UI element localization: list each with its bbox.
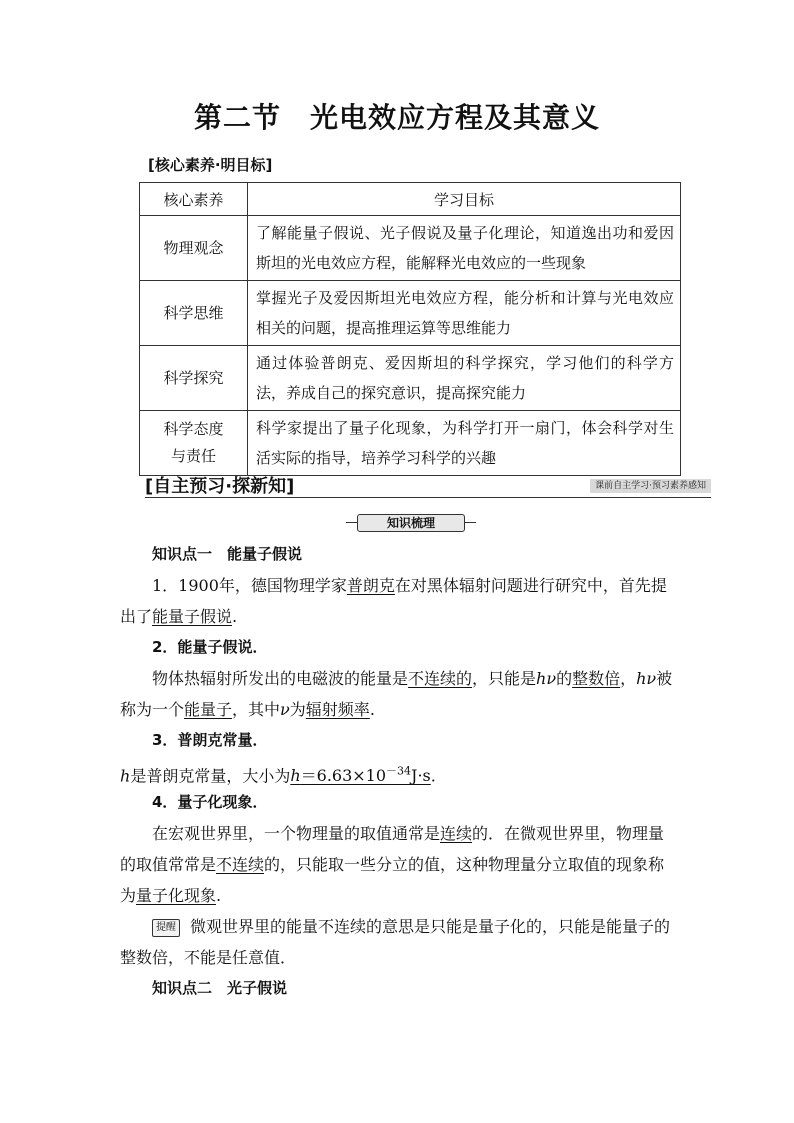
tip-paragraph xyxy=(120,911,676,973)
goals-table xyxy=(139,182,681,476)
table-row xyxy=(140,346,681,411)
header-goal: 学习目标 xyxy=(248,183,681,216)
table-header-row xyxy=(140,183,681,216)
literacy-cell xyxy=(140,411,248,476)
answer-blank: 整数倍 xyxy=(572,669,621,688)
answer-blank: 连续 xyxy=(440,824,473,843)
kp1-subheading-3: 3．普朗克常量． xyxy=(152,731,268,749)
table-row xyxy=(140,281,681,346)
answer-blank: 不连续 xyxy=(216,855,265,874)
kp1-paragraph-1: 1．1900年，德国物理学家普朗克在对黑体辐射问题进行研究中，首先提出了能量子假说. xyxy=(120,576,667,626)
section-title: [自主预习·探新知] xyxy=(145,476,295,497)
tip-icon: 提醒 xyxy=(152,919,180,937)
kp1-paragraph-3: h是普朗克常量，大小为$h=6.63\times 10^{-34}J\cdot s$. xyxy=(120,765,436,786)
literacy-cell: 科学思维 xyxy=(140,281,248,346)
goal-cell: 通过体验普朗克、爱因斯坦的科学探究，学习他们的科学方法，养成自己的探究意识，提高探究能力 xyxy=(248,346,681,411)
answer-blank: 能量子假说 xyxy=(152,607,233,626)
core-literacy-label: [核心素养·明目标] xyxy=(148,156,273,174)
kp2-heading: 知识点二 光子假说 xyxy=(152,979,288,997)
literacy-line-1: 科学态度 xyxy=(163,420,224,438)
table-row xyxy=(140,216,681,281)
header-literacy: 核心素养 xyxy=(140,183,248,216)
page-title: 第二节 光电效应方程及其意义 xyxy=(193,101,600,134)
kp1-subheading-4: 4．量子化现象． xyxy=(152,793,268,811)
answer-blank: 能量子 xyxy=(184,700,233,719)
tip-text: 微观世界里的能量不连续的意思是只能是量子化的，只能是能量子的整数倍，不能是任意值． xyxy=(120,917,671,967)
answer-blank: 量子化现象 xyxy=(136,886,217,905)
goal-cell: 了解能量子假说、光子假说及量子化理论，知道逸出功和爱因斯坦的光电效应方程，能解释光电效应的一些现象 xyxy=(248,216,681,281)
section-header xyxy=(145,471,711,498)
literacy-cell: 科学探究 xyxy=(140,346,248,411)
answer-blank: 不连续的 xyxy=(408,669,473,688)
answer-blank: 辐射频率 xyxy=(305,700,370,719)
kp1-paragraph-2: 物体热辐射所发出的电磁波的能量是不连续的，只能是hν的整数倍，hν被称为一个能量子，其中ν为辐射频率. xyxy=(120,669,673,719)
literacy-line-2: 与责任 xyxy=(170,447,216,465)
answer-blank: $h=6.63\times 10^{-34}J\cdot s$ xyxy=(290,765,431,786)
section-subtitle: 课前自主学习·预习素养感知 xyxy=(590,479,711,493)
kp1-subheading-2: 2．能量子假说． xyxy=(152,638,268,656)
literacy-cell: 物理观念 xyxy=(140,216,248,281)
kp1-paragraph-4: 在宏观世界里，一个物理量的取值通常是连续的．在微观世界里，物理量的取值常常是不连续的，只能取一些分立的值，这种物理量分立取值的现象称为量子化现象. xyxy=(120,824,665,905)
kp1-heading: 知识点一 能量子假说 xyxy=(152,545,303,563)
goal-cell: 科学家提出了量子化现象，为科学打开一扇门，体会科学对生活实际的指导，培养学习科学的兴趣 xyxy=(248,411,681,476)
answer-blank: 普朗克 xyxy=(346,576,395,595)
goal-cell: 掌握光子及爱因斯坦光电效应方程，能分析和计算与光电效应相关的问题，提高推理运算等思维能力 xyxy=(248,281,681,346)
table-row xyxy=(140,411,681,476)
knowledge-badge: 知识梳理 xyxy=(357,514,465,532)
